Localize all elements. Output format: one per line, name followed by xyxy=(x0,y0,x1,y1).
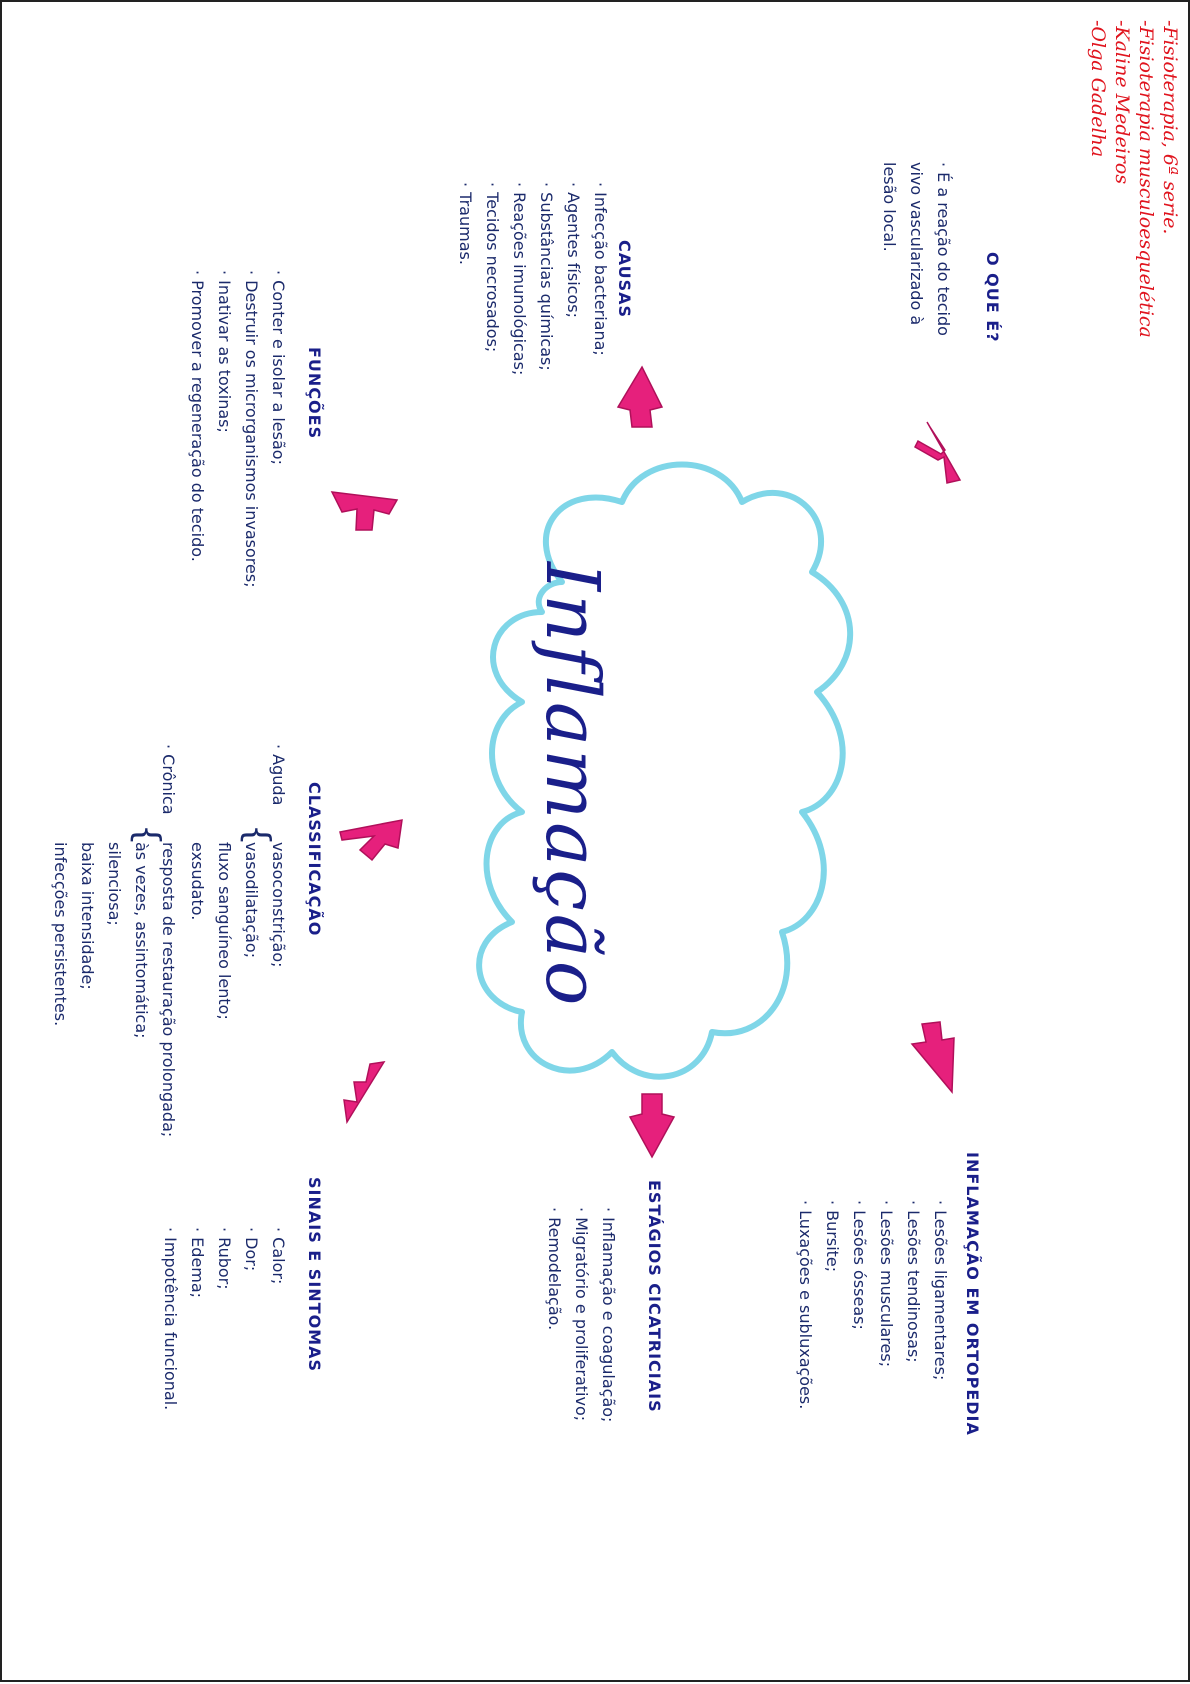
causas-list xyxy=(452,182,614,375)
cronica-items xyxy=(47,842,182,1137)
cronica-item: infecções persistentes. xyxy=(51,842,70,1027)
funcoes-item: · Inativar as toxinas; xyxy=(215,270,234,433)
ortopedia-item: · Lesões ligamentares; xyxy=(931,1200,950,1381)
estagios-item: · Inflamação e coagulação; xyxy=(599,1207,618,1423)
authors-block xyxy=(1086,20,1182,338)
sinais-item: · Dor; xyxy=(242,1227,261,1272)
aguda-item: vasodilatação; xyxy=(242,842,261,959)
authors-line: -Fisioterapia, 6ª serie. xyxy=(1159,20,1181,235)
classificacao-cronica-row xyxy=(47,744,182,1137)
ortopedia-item: · Lesões ósseas; xyxy=(850,1200,869,1330)
funcoes-heading: FUNÇÕES xyxy=(305,347,324,440)
ortopedia-item: · Lesões tendinosas; xyxy=(904,1200,923,1363)
causas-item: · Tecidos necrosados; xyxy=(483,182,502,353)
cronica-item: às vezes, assintomática; xyxy=(132,842,151,1039)
sinais-item: · Impotência funcional. xyxy=(161,1227,180,1411)
authors-line: -Kaline Medeiros xyxy=(1111,20,1133,185)
causas-item: · Infecção bacteriana; xyxy=(591,182,610,356)
arrow-to-ortopedia xyxy=(912,1022,954,1092)
ortopedia-item: · Luxações e subluxações. xyxy=(796,1200,815,1410)
funcoes-list xyxy=(184,270,292,588)
authors-line: -Fisioterapia musculoesquelética xyxy=(1135,20,1157,338)
aguda-item: vasoconstrição; xyxy=(269,842,288,968)
aguda-item: exsudato. xyxy=(188,842,207,921)
arrow-to-classificacao xyxy=(340,820,402,860)
causas-item: · Substâncias químicas; xyxy=(537,182,556,371)
cronica-label: · Crônica xyxy=(159,744,178,815)
cronica-item: silenciosa; xyxy=(105,842,124,926)
aguda-items xyxy=(184,842,292,1020)
ortopedia-item: · Lesões musculares; xyxy=(877,1200,896,1368)
causas-heading: CAUSAS xyxy=(615,240,634,319)
funcoes-item: · Conter e isolar a lesão; xyxy=(269,270,288,465)
cronica-item: baixa intensidade; xyxy=(78,842,97,990)
cronica-item: resposta de restauração prolongada; xyxy=(159,842,178,1138)
sinais-item: · Rubor; xyxy=(215,1227,234,1290)
central-title: Inflamação xyxy=(529,562,615,1009)
arrow-to-causas xyxy=(618,367,662,427)
causas-item: · Reações imunológicas; xyxy=(510,182,529,376)
arrow-to-o-que-e xyxy=(915,422,960,483)
estagios-item: · Remodelação. xyxy=(545,1207,564,1331)
classificacao-heading: CLASSIFICAÇÃO xyxy=(305,782,324,937)
ortopedia-heading: INFLAMAÇÃO EM ORTOPEDIA xyxy=(963,1152,982,1436)
funcoes-item: · Destruir os microrganismos invasores; xyxy=(242,270,261,588)
sinais-list xyxy=(157,1227,292,1410)
arrow-to-funcoes xyxy=(332,492,397,530)
brace-icon: { xyxy=(127,824,167,846)
classificacao-block xyxy=(47,744,292,1137)
o-que-e-line: lesão local. xyxy=(880,162,899,252)
arrow-to-estagios xyxy=(630,1094,674,1157)
estagios-item: · Migratório e proliferativo; xyxy=(572,1207,591,1422)
arrow-to-sinais xyxy=(344,1062,384,1122)
causas-item: · Agentes físicos; xyxy=(564,182,583,318)
o-que-e-line: · É a reação do tecido xyxy=(934,162,953,336)
authors-line: -Olga Gadelha xyxy=(1087,20,1109,158)
ortopedia-list xyxy=(792,1200,954,1409)
estagios-heading: ESTÁGIOS CICATRICIAIS xyxy=(645,1180,664,1413)
sinais-item: · Calor; xyxy=(269,1227,288,1285)
estagios-list xyxy=(541,1207,622,1422)
sinais-heading: SINAIS E SINTOMAS xyxy=(305,1177,324,1373)
ortopedia-item: · Bursite; xyxy=(823,1200,842,1273)
o-que-e-line: vivo vascularizado à xyxy=(907,162,926,326)
funcoes-item: · Promover a regeneração do tecido. xyxy=(188,270,207,562)
brace-icon: { xyxy=(237,824,277,846)
o-que-e-text xyxy=(876,162,957,336)
aguda-label: · Aguda xyxy=(269,744,288,806)
o-que-e-heading: O QUE É? xyxy=(983,252,1002,343)
causas-item: · Traumas. xyxy=(456,182,475,265)
sinais-item: · Edema; xyxy=(188,1227,207,1299)
classificacao-aguda-row xyxy=(184,744,292,1137)
aguda-item: fluxo sanguíneo lento; xyxy=(215,842,234,1020)
